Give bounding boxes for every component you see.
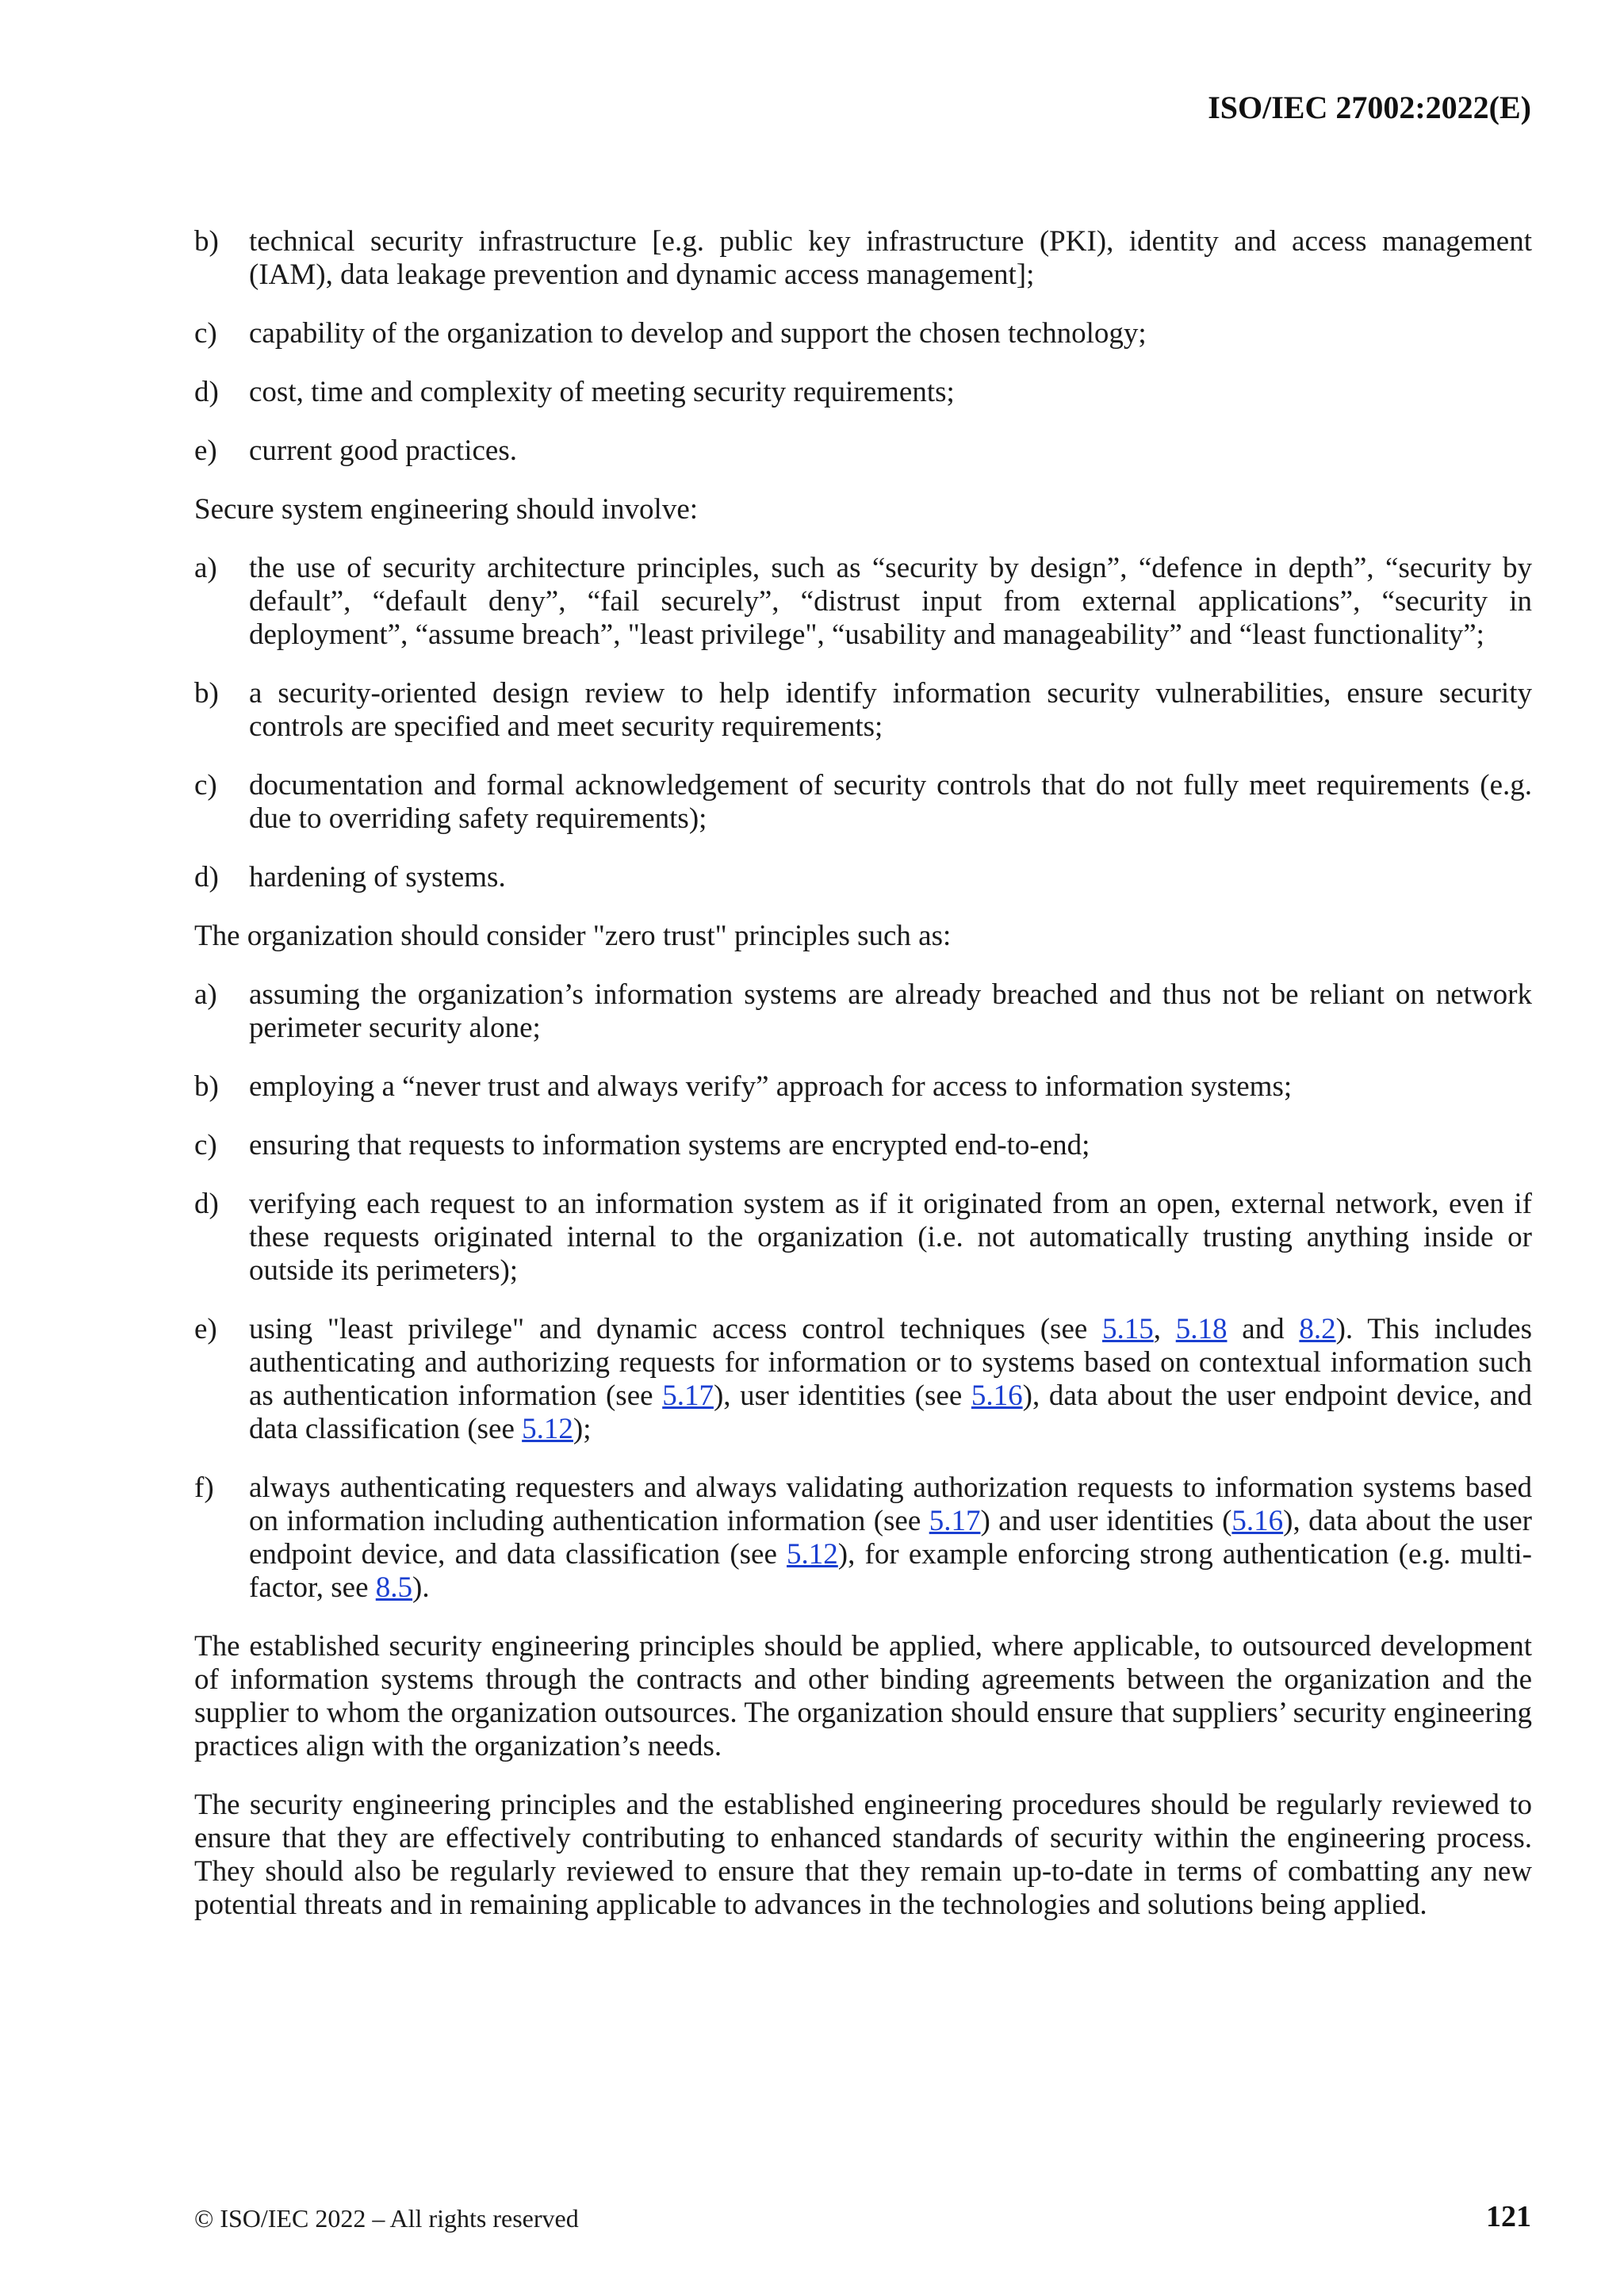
- list-item: [194, 1070, 1532, 1104]
- list-item-text: capability of the organization to develop and support the chosen technology;: [249, 317, 1147, 350]
- copyright-footer: © ISO/IEC 2022 – All rights reserved: [194, 2204, 579, 2233]
- xref-link-5-12[interactable]: 5.12: [787, 1538, 838, 1571]
- list-item: [194, 1471, 1532, 1605]
- list-item: [194, 552, 1532, 652]
- list-marker: b): [194, 1070, 219, 1103]
- xref-link-8-2[interactable]: 8.2: [1299, 1313, 1336, 1345]
- xref-link-8-5[interactable]: 8.5: [375, 1571, 413, 1604]
- secure-engineering-list: [194, 552, 1532, 894]
- text-run: always authenticating requesters and always validating authorization requests to information systems based on information including authentication information (see: [249, 1471, 1532, 1537]
- list-marker: c): [194, 1129, 217, 1161]
- list-item: [194, 317, 1532, 350]
- list-item: [194, 434, 1532, 468]
- xref-link-5-17[interactable]: 5.17: [929, 1505, 981, 1537]
- xref-link-5-16[interactable]: 5.16: [1231, 1505, 1284, 1537]
- list-item: [194, 1188, 1532, 1288]
- xref-link-5-18[interactable]: 5.18: [1175, 1313, 1228, 1345]
- list-marker: a): [194, 978, 217, 1011]
- list-marker: c): [194, 317, 217, 350]
- list-marker: d): [194, 861, 219, 894]
- list-item-text: a security-oriented design review to help identify information security vulnerabilities, ensure security controls are specified and meet security requirements;: [249, 677, 1532, 743]
- list-marker: e): [194, 1313, 217, 1345]
- list-marker: c): [194, 769, 217, 802]
- list-item-text: [249, 1313, 1532, 1445]
- list-item: [194, 978, 1532, 1045]
- list-marker: d): [194, 376, 219, 408]
- list-item-text: hardening of systems.: [249, 861, 506, 894]
- text-run: ), data about the user endpoint device, and data classification (see: [249, 1505, 1532, 1571]
- text-run: ) and user identities (: [980, 1505, 1232, 1537]
- xref-link-5-12[interactable]: 5.12: [522, 1413, 573, 1445]
- list-item-text: cost, time and complexity of meeting security requirements;: [249, 376, 955, 408]
- list-item-text: technical security infrastructure [e.g. public key infrastructure (PKI), identity and access management (IAM), data leakage prevention and dynamic access management];: [249, 225, 1532, 291]
- text-run: ).: [412, 1571, 430, 1604]
- list-item: [194, 769, 1532, 836]
- xref-link-5-17[interactable]: 5.17: [662, 1380, 714, 1412]
- zero-trust-list: [194, 978, 1532, 1605]
- list-marker: a): [194, 552, 217, 584]
- list-item: [194, 861, 1532, 894]
- list-item-text: ensuring that requests to information systems are encrypted end-to-end;: [249, 1129, 1090, 1161]
- list-item: [194, 1313, 1532, 1446]
- list-item: [194, 376, 1532, 409]
- outsourced-paragraph: The established security engineering principles should be applied, where applicable, to outsourced development of information systems through the contracts and other binding agreements between the organization and the supplier to whom the organization outsources. The organization should ensure that suppliers’ security engineering practices align with the organization’s needs.: [194, 1630, 1532, 1762]
- list-item-text: employing a “never trust and always verify” approach for access to information systems;: [249, 1070, 1293, 1103]
- list-item-text: verifying each request to an information system as if it originated from an open, external network, even if these requests originated internal to the organization (i.e. not automatically trusting anything inside or outside its perimeters);: [249, 1188, 1532, 1287]
- text-run: ), data about the user endpoint device, and data classification (see: [249, 1380, 1532, 1445]
- list-item: [194, 225, 1532, 292]
- consideration-list: [194, 225, 1532, 468]
- zero-trust-intro: The organization should consider "zero trust" principles such as:: [194, 920, 952, 952]
- review-paragraph: The security engineering principles and the established engineering procedures should be regularly reviewed to ensure that they are effectively contributing to enhanced standards of security within the engineering process. They should also be regularly reviewed to ensure that they remain up-to-date in terms of combatting any new potential threats and in remaining applicable to advances in the technologies and solutions being applied.: [194, 1789, 1532, 1921]
- list-marker: d): [194, 1188, 219, 1220]
- text-run: ), for example enforcing strong authentication (e.g. multi-factor, see: [249, 1538, 1532, 1604]
- list-item-text: current good practices.: [249, 434, 517, 467]
- page-number: 121: [1486, 2200, 1531, 2233]
- list-marker: e): [194, 434, 217, 467]
- secure-system-intro: Secure system engineering should involve:: [194, 493, 699, 526]
- xref-link-5-16[interactable]: 5.16: [971, 1380, 1023, 1412]
- text-run: ). This includes authenticating and authorizing requests for information or to systems based on contextual information such as authentication information (see: [249, 1313, 1533, 1412]
- standard-id-header: ISO/IEC 27002:2022(E): [1208, 90, 1531, 125]
- body-content: [194, 225, 1532, 1947]
- list-marker: b): [194, 225, 219, 258]
- list-item-text: [249, 1471, 1532, 1604]
- list-marker: f): [194, 1471, 214, 1504]
- text-run: ,: [1153, 1313, 1176, 1345]
- text-run: and: [1227, 1313, 1300, 1345]
- list-marker: b): [194, 677, 219, 710]
- xref-link-5-15[interactable]: 5.15: [1102, 1313, 1154, 1345]
- list-item-text: assuming the organization’s information systems are already breached and thus not be reliant on network perimeter security alone;: [249, 978, 1532, 1044]
- list-item: [194, 677, 1532, 744]
- list-item-text: documentation and formal acknowledgement of security controls that do not fully meet requirements (e.g. due to overriding safety requirements);: [249, 769, 1532, 835]
- list-item-text: the use of security architecture principles, such as “security by design”, “defence in depth”, “security by default”, “default deny”, “fail securely”, “distrust input from external applications”, “security in deployment”, “assume breach”, "least privilege", “usability and manageability” and “least functionality”;: [249, 552, 1532, 651]
- text-run: ), user identities (see: [713, 1380, 971, 1412]
- list-item: [194, 1129, 1532, 1162]
- text-run: );: [573, 1413, 592, 1445]
- text-run: using "least privilege" and dynamic access control techniques (see: [249, 1313, 1103, 1345]
